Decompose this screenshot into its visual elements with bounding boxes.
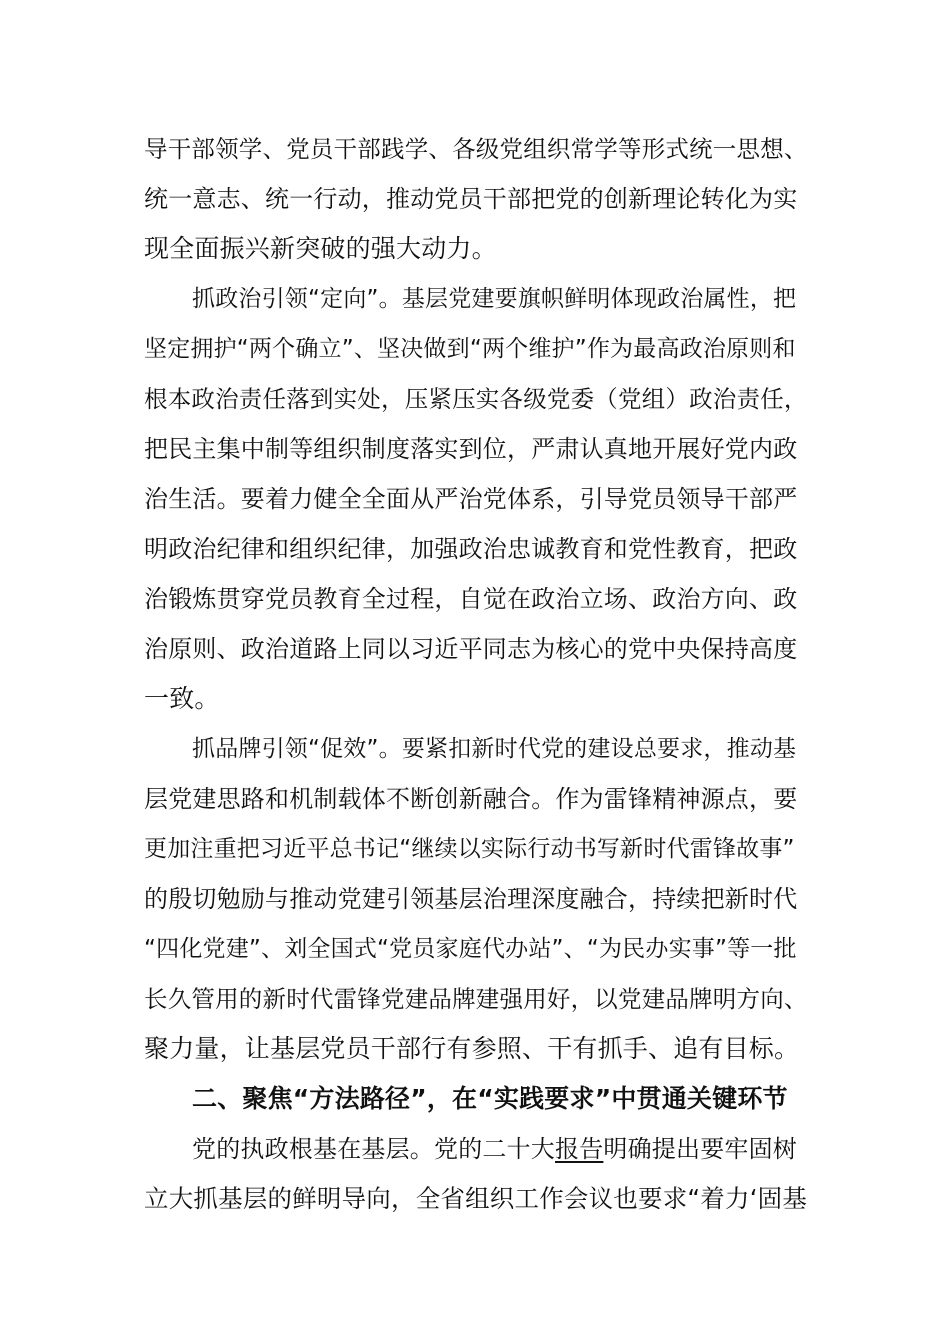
text-line: 根本政治责任落到实处，压紧压实各级党委（党组）政治责任， xyxy=(144,385,808,413)
text-line: 层党建思路和机制载体不断创新融合。作为雷锋精神源点，要 xyxy=(144,785,798,813)
text-span: 党的执政根基在基层。党的二十大 xyxy=(192,1135,555,1163)
section-heading: 二、聚焦“方法路径”，在“实践要求”中贯通关键环节 xyxy=(192,1084,788,1113)
text-line: 统一意志、统一行动，推动党员干部把党的创新理论转化为实 xyxy=(144,185,798,213)
text-line: 治生活。要着力健全全面从严治党体系，引导党员领导干部严 xyxy=(144,485,798,513)
text-line: 的殷切勉励与推动党建引领基层治理深度融合，持续把新时代 xyxy=(144,885,798,913)
text-line: 坚定拥护“两个确立”、坚决做到“两个维护”作为最高政治原则和 xyxy=(144,336,796,362)
text-line: 治原则、政治道路上同以习近平同志为核心的党中央保持高度 xyxy=(144,635,798,663)
text-line: “四化党建”、刘全国式“党员家庭代办站”、“为民办实事”等一批 xyxy=(144,936,797,962)
underlined-word: 报告 xyxy=(555,1135,604,1163)
text-line: 现全面振兴新突破的强大动力。 xyxy=(144,234,497,263)
text-line: 聚力量，让基层党员干部行有参照、干有抓手、追有目标。 xyxy=(144,1034,800,1063)
text-line: 导干部领学、党员干部践学、各级党组织常学等形式统一思想、 xyxy=(144,135,808,163)
paragraph-start-line: 抓政治引领“定向”。基层党建要旗帜鲜明体现政治属性，把 xyxy=(192,286,797,312)
paragraph-start-line xyxy=(192,1134,797,1164)
text-line: 把民主集中制等组织制度落实到位，严肃认真地开展好党内政 xyxy=(144,435,798,463)
text-span: 明确提出要牢固树 xyxy=(603,1135,798,1163)
text-line: 明政治纪律和组织纪律，加强政治忠诚教育和党性教育，把政 xyxy=(144,535,798,563)
text-line: 治锻炼贯穿党员教育全过程，自觉在政治立场、政治方向、政 xyxy=(144,585,798,613)
text-line: 一致。 xyxy=(144,684,220,713)
text-line: 长久管用的新时代雷锋党建品牌建强用好，以党建品牌明方向、 xyxy=(144,985,808,1013)
text-line: 更加注重把习近平总书记“继续以实际行动书写新时代雷锋故事” xyxy=(144,836,795,862)
paragraph-start-line: 抓品牌引领“促效”。要紧扣新时代党的建设总要求，推动基 xyxy=(192,736,797,762)
text-line: 立大抓基层的鲜明导向，全省组织工作会议也要求“着力‘固基 xyxy=(144,1184,808,1213)
